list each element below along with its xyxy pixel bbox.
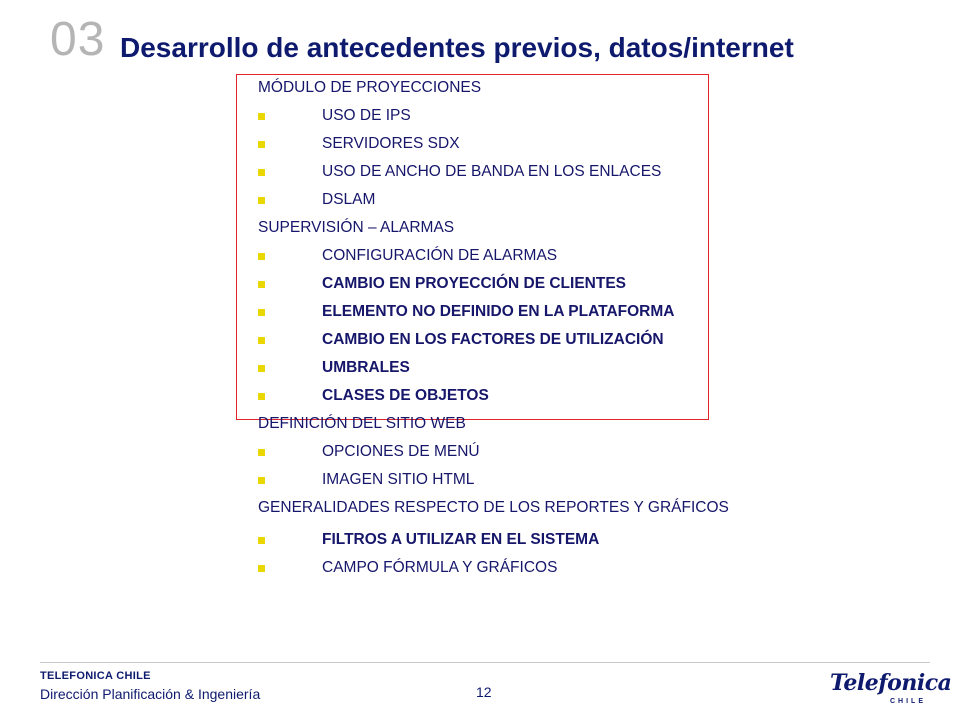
- bullet-icon: [258, 449, 265, 456]
- list-item: [258, 354, 918, 382]
- section-heading-label: SUPERVISIÓN – ALARMAS: [258, 219, 455, 236]
- bullet-icon: [258, 281, 265, 288]
- bullet-icon: [258, 197, 265, 204]
- list-item: [258, 242, 918, 270]
- section-heading-label: GENERALIDADES RESPECTO DE LOS REPORTES Y GRÁFICOS: [258, 499, 729, 516]
- list-item-label: CAMPO FÓRMULA Y GRÁFICOS: [322, 559, 558, 576]
- bullet-icon: [258, 253, 265, 260]
- bullet-icon: [258, 565, 265, 572]
- list-item-label: UMBRALES: [322, 359, 410, 376]
- list-item-label: FILTROS A UTILIZAR EN EL SISTEMA: [322, 531, 600, 548]
- list-item-label: OPCIONES DE MENÚ: [322, 443, 480, 460]
- list-item-label: CAMBIO EN PROYECCIÓN DE CLIENTES: [322, 275, 626, 292]
- bullet-icon: [258, 365, 265, 372]
- logo-wordmark: Telefonica: [830, 670, 952, 696]
- list-item: [258, 326, 918, 354]
- list-item: [258, 270, 918, 298]
- footer-department: Dirección Planificación & Ingeniería: [40, 686, 261, 702]
- bullet-icon: [258, 309, 265, 316]
- bullet-icon: [258, 141, 265, 148]
- section-number: 03: [50, 13, 106, 66]
- footer-company: TELEFONICA CHILE: [40, 670, 151, 682]
- content-list: [258, 74, 918, 582]
- section-heading: [258, 74, 918, 102]
- list-item-label: CLASES DE OBJETOS: [322, 387, 489, 404]
- bullet-icon: [258, 113, 265, 120]
- footer-divider: [40, 662, 930, 663]
- section-heading: [258, 410, 918, 438]
- list-item: [258, 382, 918, 410]
- logo-subtext: CHILE: [890, 698, 926, 705]
- list-item: [258, 102, 918, 130]
- section-heading: [258, 214, 918, 242]
- list-item-label: IMAGEN SITIO HTML: [322, 471, 475, 488]
- list-item-label: SERVIDORES SDX: [322, 135, 460, 152]
- list-item: [258, 298, 918, 326]
- list-item: [258, 186, 918, 214]
- list-item: [258, 130, 918, 158]
- list-item: [258, 526, 918, 554]
- list-item-label: USO DE ANCHO DE BANDA EN LOS ENLACES: [322, 163, 662, 180]
- slide-title: Desarrollo de antecedentes previos, datos/internet: [120, 32, 794, 63]
- bullet-icon: [258, 337, 265, 344]
- list-item-label: USO DE IPS: [322, 107, 411, 124]
- list-item-label: DSLAM: [322, 191, 376, 208]
- telefonica-logo: [830, 670, 952, 712]
- list-item: [258, 438, 918, 466]
- bullet-icon: [258, 393, 265, 400]
- list-item-label: CONFIGURACIÓN DE ALARMAS: [322, 247, 558, 264]
- bullet-icon: [258, 169, 265, 176]
- bullet-icon: [258, 477, 265, 484]
- list-item: [258, 554, 918, 582]
- page-number: 12: [476, 684, 492, 700]
- list-item-label: ELEMENTO NO DEFINIDO EN LA PLATAFORMA: [322, 303, 675, 320]
- section-heading: [258, 494, 918, 522]
- list-item: [258, 466, 918, 494]
- section-heading-label: DEFINICIÓN DEL SITIO WEB: [258, 415, 466, 432]
- bullet-icon: [258, 537, 265, 544]
- list-item: [258, 158, 918, 186]
- section-heading-label: MÓDULO DE PROYECCIONES: [258, 79, 482, 96]
- list-item-label: CAMBIO EN LOS FACTORES DE UTILIZACIÓN: [322, 331, 664, 348]
